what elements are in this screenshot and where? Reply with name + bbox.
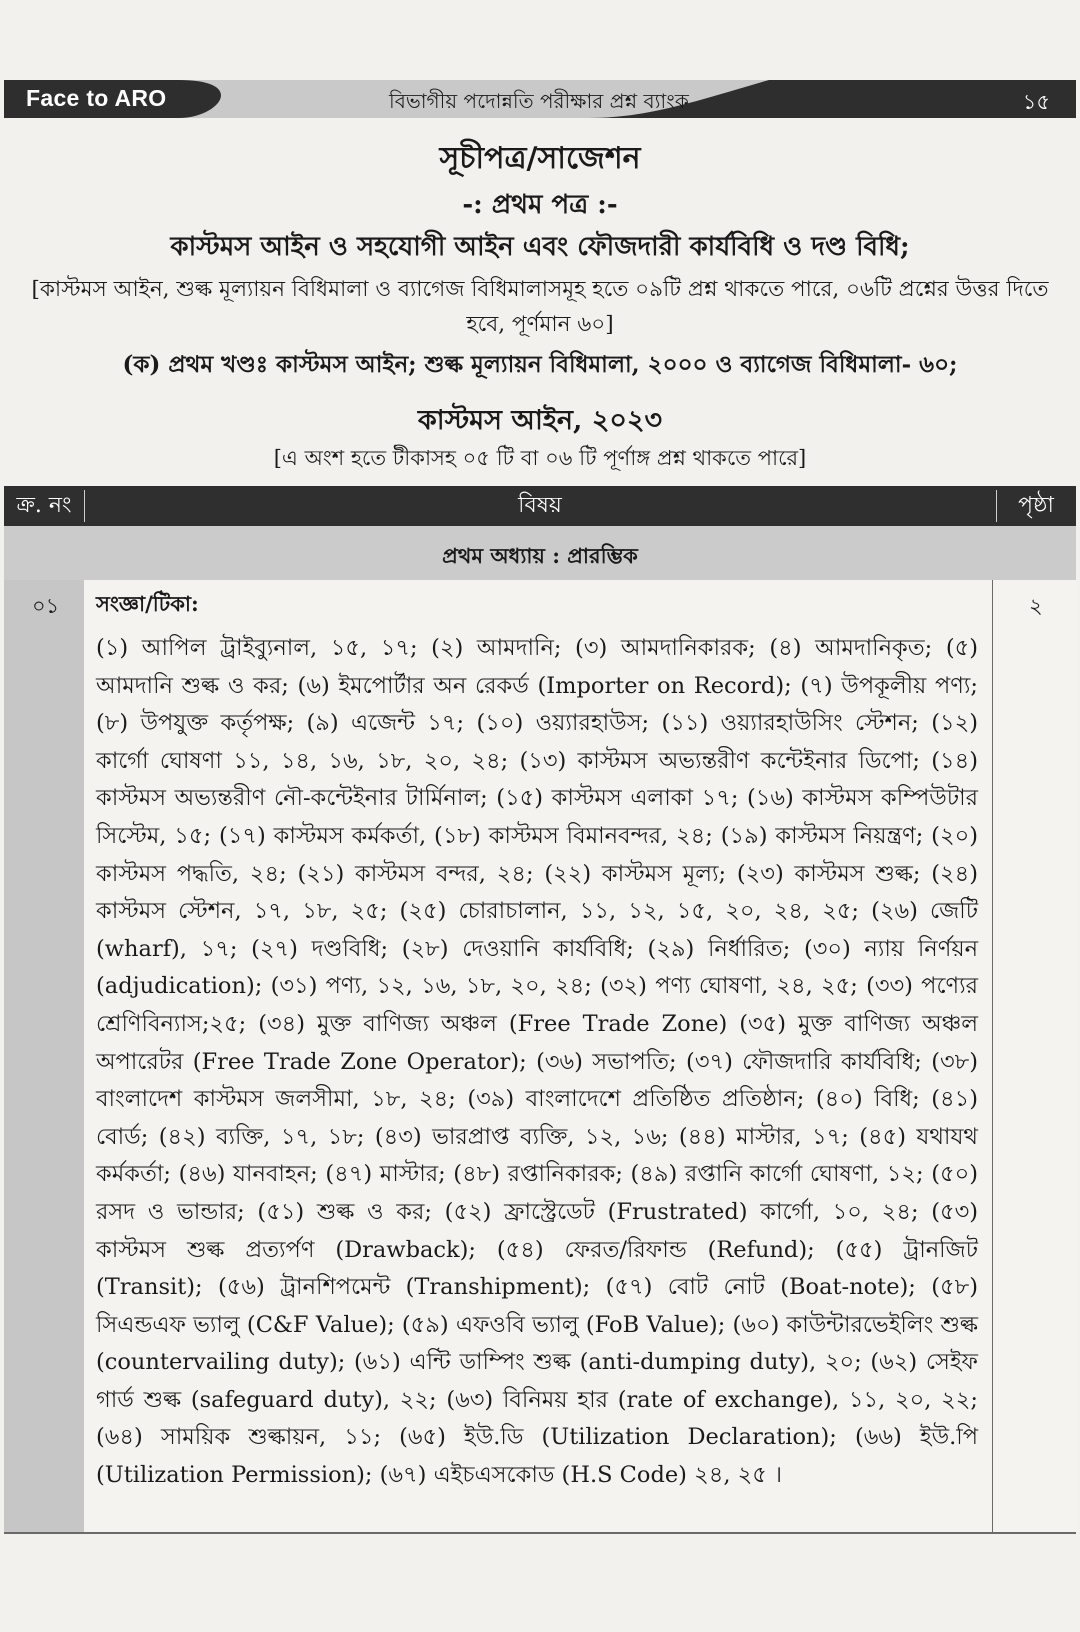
header-serial: ক্র. নং [16, 493, 72, 518]
serial-number: ০১ [32, 594, 60, 618]
brand-label: Face to ARO [26, 85, 167, 111]
chapter-row [4, 526, 1076, 581]
act-note: [এ অংশ হতে টীকাসহ ০৫ টি বা ০৬ টি পূর্ণাঙ্গ প্রশ্ন থাকতে পারে] [273, 446, 807, 470]
table-row-serial-cell [4, 580, 84, 1532]
topic-title: সংজ্ঞা/টিকা: [96, 591, 199, 616]
page-reference: ২ [1029, 594, 1043, 618]
running-header [4, 80, 1076, 118]
table-bottom-border [4, 1532, 1076, 1534]
exam-instruction: [কাস্টমস আইন, শুল্ক মূল্যায়ন বিধিমালা ও ব্যাগেজ বিধিমালাসমূহ হতে ০৯টি প্রশ্ন থাকতে পারে, ০৬টি প্রশ্নের উত্তর দিতে হবে, পূর্ণমান ৬০] [31, 277, 1049, 337]
table-header [4, 486, 1076, 526]
table-row-subject-cell [84, 580, 992, 1532]
act-title: কাস্টমস আইন, ২০২৩ [417, 405, 663, 436]
paper-label: -: প্রথম পত্র :- [462, 190, 618, 220]
header-page: পৃষ্ঠা [1018, 493, 1054, 518]
header-title: বিভাগীয় পদোন্নতি পরীক্ষার প্রশ্ন ব্যাংক [389, 89, 689, 113]
table-row-page-cell [992, 580, 1077, 1532]
chapter-title: প্রথম অধ্যায় : প্রারম্ভিক [442, 543, 638, 568]
definitions-list: (১) আপিল ট্রাইব্যুনাল, ১৫, ১৭; (২) আমদানি; (৩) আমদানিকারক; (৪) আমদানিকৃত; (৫) আমদানি শুল্ক ও কর; (৬) ইমপোর্টার অন রেকর্ড (Importer on Record); (৭) উপকূলীয় পণ্য; (৮) উপযুক্ত কর্তৃপক্ষ; (৯) এজেন্ট ১৭; (১০) ওয়্যারহাউস; (১১) ওয়্যারহাউসিং স্টেশন; (১২) কার্গো ঘোষণা ১১, ১৪, ১৬, ১৮, ২০, ২৪; (১৩) কাস্টমস অভ্যন্তরীণ কন্টেইনার ডিপো; (১৪) কাস্টমস অভ্যন্তরীণ নৌ-কন্টেইনার টার্মিনাল; (১৫) কাস্টমস এলাকা ১৭; (১৬) কাস্টমস কম্পিউটার সিস্টেম, ১৫; (১৭) কাস্টমস কর্মকর্তা, (১৮) কাস্টমস বিমানবন্দর, ২৪; (১৯) কাস্টমস নিয়ন্ত্রণ; (২০) কাস্টমস পদ্ধতি, ২৪; (২১) কাস্টমস বন্দর, ২৪; (২২) কাস্টমস মূল্য; (২৩) কাস্টমস শুল্ক; (২৪) কাস্টমস স্টেশন, ১৭, ১৮, ২৫; (২৫) চোরাচালান, ১১, ১২, ১৫, ২০, ২৪, ২৫; (২৬) জেটি (wharf), ১৭; (২৭) দণ্ডবিধি; (২৮) দেওয়ানি কার্যবিধি; (২৯) নির্ধারিত; (৩০) ন্যায় নির্ণয়ন (adjudication); (৩১) পণ্য, ১২, ১৬, ১৮, ২০, ২৪; (৩২) পণ্য ঘোষণা, ২৪, ২৫; (৩৩) পণ্যের শ্রেণিবিন্যাস;২৫; (৩৪) মুক্ত বাণিজ্য অঞ্চল (Free Trade Zone) (৩৫) মুক্ত বাণিজ্য অঞ্চল অপারেটর (Free Trade Zone Operator); (৩৬) সভাপতি; (৩৭) ফৌজদারি কার্যবিধি; (৩৮) বাংলাদেশ কাস্টমস জলসীমা, ১৮, ২৪; (৩৯) বাংলাদেশে প্রতিষ্ঠিত প্রতিষ্ঠান; (৪০) বিধি; (৪১) বোর্ড; (৪২) ব্যক্তি, ১৭, ১৮; (৪৩) ভারপ্রাপ্ত ব্যক্তি, ১২, ১৬; (৪৪) মাস্টার, ১৭; (৪৫) যথাযথ কর্মকর্তা; (৪৬) যানবাহন; (৪৭) মাস্টার; (৪৮) রপ্তানিকারক; (৪৯) রপ্তানি কার্গো ঘোষণা, ১২; (৫০) রসদ ও ভান্ডার; (৫১) শুল্ক ও কর; (৫২) ফ্রাস্ট্রেডেট (Frustrated) কার্গো, ১০, ২৪; (৫৩) কাস্টমস শুল্ক প্রত্যর্পণ (Drawback); (৫৪) ফেরত/রিফান্ড (Refund); (৫৫) ট্রানজিট (Transit); (৫৬) ট্রানশিপমেন্ট (Transhipment); (৫৭) বোট নোট (Boat-note); (৫৮) সিএন্ডএফ ভ্যালু (C&F Value); (৫৯) এফওবি ভ্যালু (FoB Value); (৬০) কাউন্টারভেইলিং শুল্ক (countervailing duty); (৬১) এন্টি ডাম্পিং শুল্ক (anti-dumping duty), ২০; (৬২) সেইফ গার্ড শুল্ক (safeguard duty), ২২; (৬৩) বিনিময় হার (rate of exchange), ১১, ২০, ২২; (৬৪) সাময়িক শুল্কায়ন, ১১; (৬৫) ইউ.ডি (Utilization Declaration); (৬৬) ইউ.পি (Utilization Permission); (৬৭) এইচএসকোড (H.S Code) ২৪, ২৫ । [96, 635, 978, 1489]
header-subject: বিষয় [518, 493, 562, 518]
part-heading: (ক) প্রথম খণ্ডঃ কাস্টমস আইন; শুল্ক মূল্যায়ন বিধিমালা, ২০০০ ও ব্যাগেজ বিধিমালা- ৬০; [122, 351, 958, 378]
document-title: সূচীপত্র/সাজেশন [439, 141, 641, 176]
section-heading: কাস্টমস আইন ও সহযোগী আইন এবং ফৌজদারী কার্যবিধি ও দণ্ড বিধি; [170, 232, 910, 262]
page-number: ১৫ [1022, 90, 1050, 114]
